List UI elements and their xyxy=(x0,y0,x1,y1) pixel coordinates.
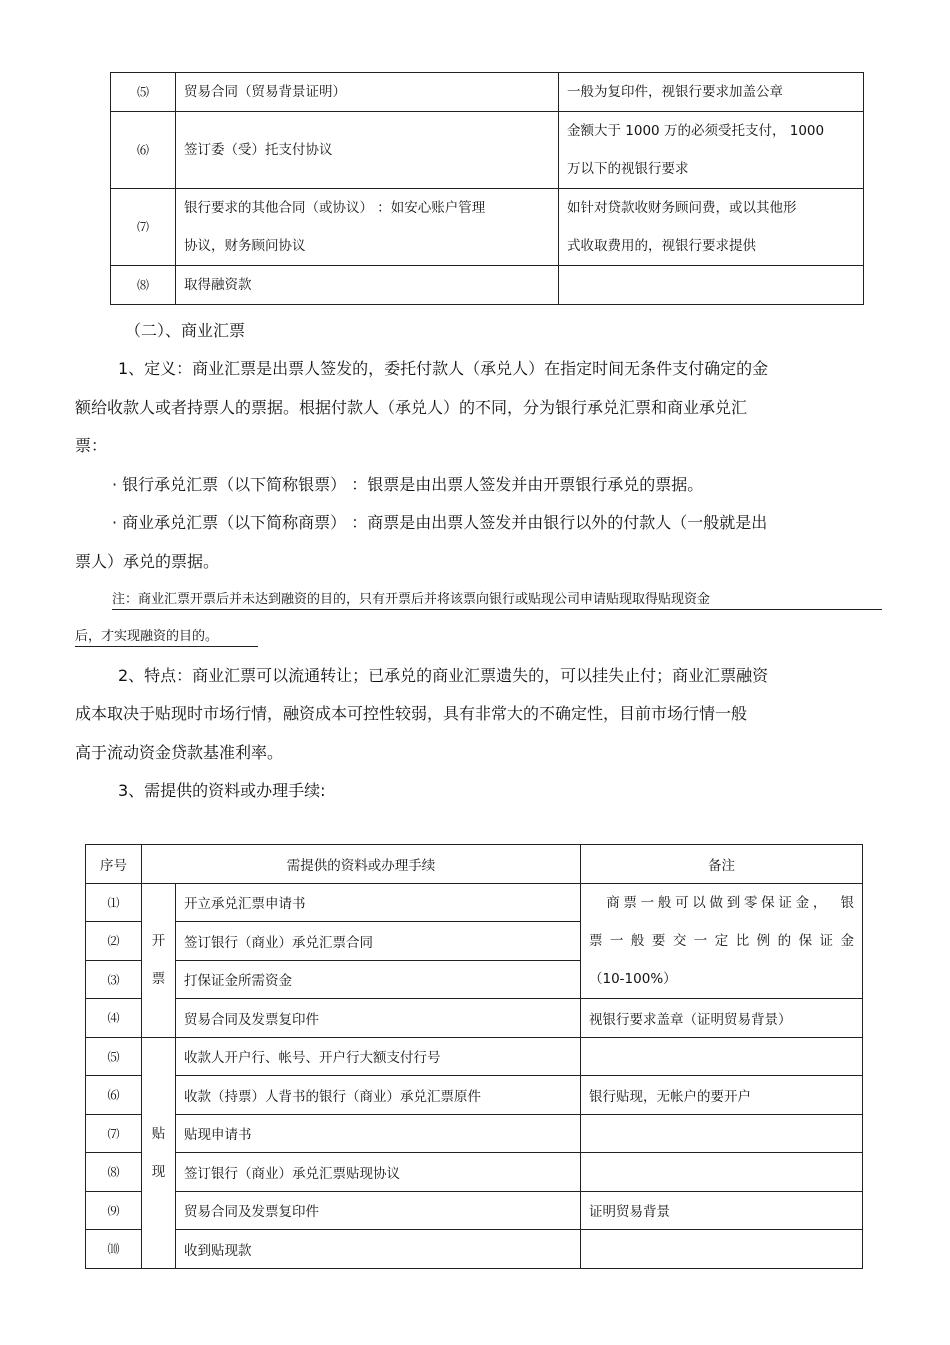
table-row xyxy=(86,1114,863,1153)
commercial-bill-materials-table xyxy=(85,844,863,1269)
remark-line: （10-100%） xyxy=(589,970,677,987)
row-item: 开立承兑汇票申请书 xyxy=(176,883,581,922)
row-item: 贸易合同（贸易背景证明） xyxy=(176,73,559,112)
row-item: 签订银行（商业）承兑汇票贴现协议 xyxy=(176,1153,581,1192)
features-line: 成本取决于贴现时市场行情，融资成本可控性较弱，具有非常大的不确定性，目前市场行情一般 xyxy=(75,704,748,723)
definition-line: 票： xyxy=(75,436,108,455)
table-row xyxy=(111,112,864,189)
remark-line: 金额大于 1000 万的必须受托支付， 1000 xyxy=(567,123,825,139)
remark-line: 万以下的视银行要求 xyxy=(567,161,689,177)
row-remark: 证明贸易背景 xyxy=(581,1191,863,1230)
group-open xyxy=(142,883,176,1037)
bullet-bank-acceptance: · 银行承兑汇票（以下简称银票） ：银票是由出票人签发并由开票银行承兑的票据。 xyxy=(112,475,704,494)
row-remark xyxy=(581,1037,863,1076)
row-item: 收到贴现款 xyxy=(176,1230,581,1269)
row-number: ⑵ xyxy=(86,922,142,961)
row-number: ⑷ xyxy=(86,999,142,1038)
remark-line: 票一般要交一定比例的保证金 xyxy=(589,932,854,949)
row-number: ⑼ xyxy=(86,1191,142,1230)
row-number: ⑹ xyxy=(86,1076,142,1115)
table-header-row xyxy=(86,845,863,884)
loan-materials-table xyxy=(110,72,864,305)
header-num: 序号 xyxy=(86,845,142,884)
bullet-commercial-acceptance-cont: 票人）承兑的票据。 xyxy=(75,552,220,571)
row-item: 签订委（受）托支付协议 xyxy=(176,112,559,189)
row-remark: 视银行要求盖章（证明贸易背景） xyxy=(581,999,863,1038)
row-item: 收款人开户行、帐号、开户行大额支付行号 xyxy=(176,1037,581,1076)
group-char: 开 xyxy=(151,933,166,949)
definition-line: 1、定义：商业汇票是出票人签发的，委托付款人（承兑人）在指定时间无条件支付确定的金 xyxy=(118,359,769,378)
row-item: 取得融资款 xyxy=(176,266,559,305)
table-row xyxy=(86,1191,863,1230)
row-remark xyxy=(559,112,864,189)
row-number: ⑻ xyxy=(111,266,176,305)
row-item: 贸易合同及发票复印件 xyxy=(176,999,581,1038)
row-item: 签订银行（商业）承兑汇票合同 xyxy=(176,922,581,961)
table-row xyxy=(111,189,864,266)
bullet-commercial-acceptance: · 商业承兑汇票（以下简称商票） ：商票是由出票人签发并由银行以外的付款人（一般就是出 xyxy=(112,513,768,532)
row-number: ⑸ xyxy=(86,1037,142,1076)
row-number: ⑽ xyxy=(86,1230,142,1269)
row-item: 贴现申请书 xyxy=(176,1114,581,1153)
table-row xyxy=(86,1153,863,1192)
group-char: 票 xyxy=(151,971,166,987)
remark-line: 商票一般可以做到零保证金， 银 xyxy=(589,894,854,911)
table-row xyxy=(111,73,864,112)
row-item xyxy=(176,189,559,266)
row-remark: 一般为复印件，视银行要求加盖公章 xyxy=(559,73,864,112)
row-number: ⑶ xyxy=(86,960,142,999)
group-char: 现 xyxy=(151,1163,166,1180)
definition-line: 额给收款人或者持票人的票据。根据付款人（承兑人）的不同，分为银行承兑汇票和商业承兑汇 xyxy=(75,398,748,417)
note-line: 后，才实现融资的目的。 xyxy=(75,628,258,647)
header-remark: 备注 xyxy=(581,845,863,884)
row-number: ⑺ xyxy=(86,1114,142,1153)
row-remark xyxy=(559,189,864,266)
section-title: （二）、商业汇票 xyxy=(125,321,246,340)
table-row xyxy=(86,883,863,922)
group-char: 贴 xyxy=(151,1125,166,1142)
table-row xyxy=(86,1230,863,1269)
row-item: 收款（持票）人背书的银行（商业）承兑汇票原件 xyxy=(176,1076,581,1115)
table-row xyxy=(86,999,863,1038)
table-row xyxy=(111,266,864,305)
remark-line: 式收取费用的，视银行要求提供 xyxy=(567,238,756,254)
row-remark: 银行贴现，无帐户的要开户 xyxy=(581,1076,863,1115)
table-row xyxy=(86,1037,863,1076)
row-remark xyxy=(581,1114,863,1153)
group-discount xyxy=(142,1037,176,1268)
row-item: 贸易合同及发票复印件 xyxy=(176,1191,581,1230)
row-number: ⑻ xyxy=(86,1153,142,1192)
row-number: ⑸ xyxy=(111,73,176,112)
table-row xyxy=(86,1076,863,1115)
item-line: 协议，财务顾问协议 xyxy=(184,238,306,254)
materials-heading: 3、需提供的资料或办理手续: xyxy=(118,781,326,800)
row-remark xyxy=(581,1230,863,1269)
row-remark xyxy=(559,266,864,305)
features-line: 2、特点：商业汇票可以流通转让；已承兑的商业汇票遗失的，可以挂失止付；商业汇票融资 xyxy=(118,666,769,685)
row-item: 打保证金所需资金 xyxy=(176,960,581,999)
remark-line: 如针对贷款收财务顾问费，或以其他形 xyxy=(567,200,797,216)
item-line: 银行要求的其他合同（或协议） ：如安心账户管理 xyxy=(184,200,486,216)
row-number: ⑴ xyxy=(86,883,142,922)
note-line: 注：商业汇票开票后并未达到融资的目的，只有开票后并将该票向银行或贴现公司申请贴现取得贴现资金 xyxy=(112,591,882,610)
deposit-remark xyxy=(581,883,863,999)
row-number: ⑹ xyxy=(111,112,176,189)
header-item: 需提供的资料或办理手续 xyxy=(142,845,581,884)
row-number: ⑺ xyxy=(111,189,176,266)
row-remark xyxy=(581,1153,863,1192)
features-line: 高于流动资金贷款基准利率。 xyxy=(75,743,284,762)
